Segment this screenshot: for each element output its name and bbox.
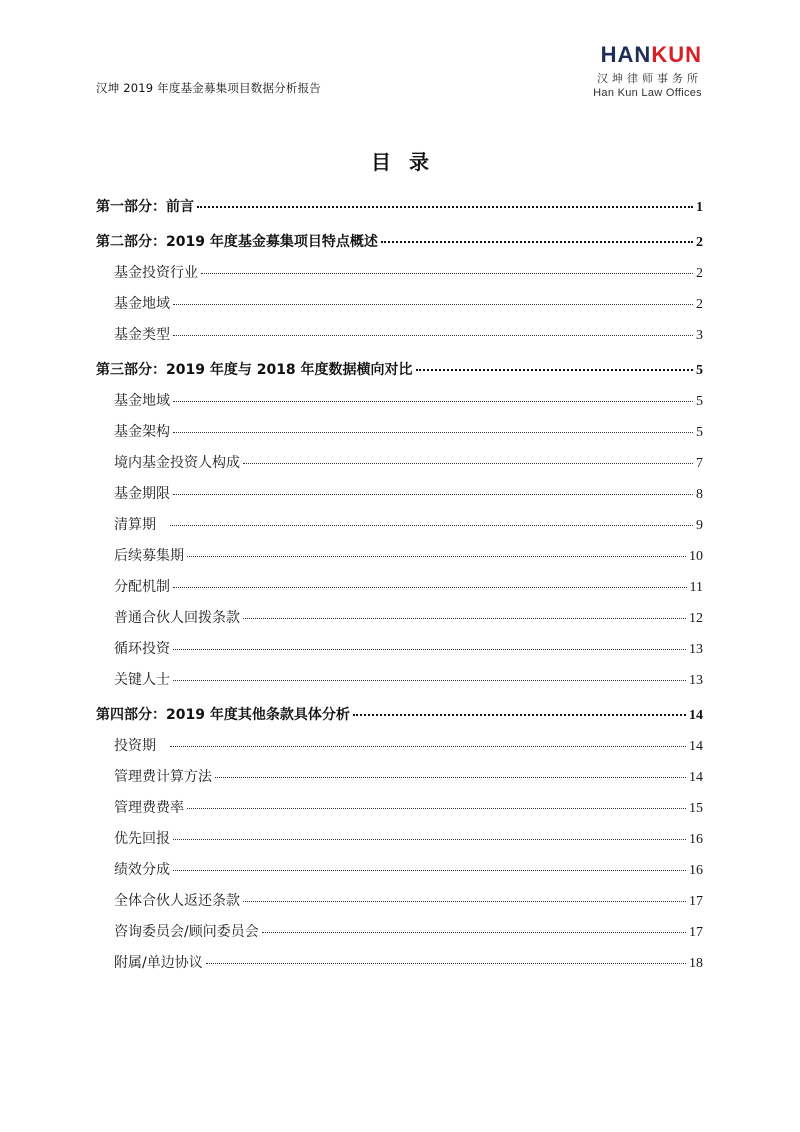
toc-leader-dots xyxy=(173,870,686,871)
toc-item[interactable] xyxy=(96,828,703,859)
toc-leader-dots xyxy=(353,714,686,716)
toc-entry-label: 第一部分：前言 xyxy=(96,199,194,215)
toc-item[interactable] xyxy=(96,514,703,545)
toc-page-number: 16 xyxy=(689,832,703,847)
toc-entry-label: 境内基金投资人构成 xyxy=(114,455,240,471)
toc-leader-dots xyxy=(173,587,687,588)
toc-page-number: 18 xyxy=(689,956,703,971)
toc-part-1[interactable] xyxy=(96,196,703,227)
toc-leader-dots xyxy=(173,432,693,433)
toc-entry-label: 全体合伙人返还条款 xyxy=(114,893,240,909)
toc-item[interactable] xyxy=(96,797,703,828)
toc-page-number: 3 xyxy=(696,328,703,343)
toc-leader-dots xyxy=(173,649,686,650)
toc-entry-label: 管理费计算方法 xyxy=(114,769,212,785)
toc-page-number: 5 xyxy=(696,394,703,409)
toc-entry-label: 分配机制 xyxy=(114,579,170,595)
toc-entry-label: 基金架构 xyxy=(114,424,170,440)
toc-part-3[interactable] xyxy=(96,359,703,390)
logo-english-name: Han Kun Law Offices xyxy=(593,87,702,99)
toc-leader-dots xyxy=(173,335,693,336)
toc-entry-label: 基金类型 xyxy=(114,327,170,343)
toc-leader-dots xyxy=(243,618,686,619)
toc-item[interactable] xyxy=(96,545,703,576)
toc-page-number: 17 xyxy=(689,925,703,940)
toc-page-number: 14 xyxy=(689,708,703,723)
toc-page-number: 16 xyxy=(689,863,703,878)
toc-leader-dots xyxy=(243,463,693,464)
toc-page-number: 17 xyxy=(689,894,703,909)
toc-leader-dots xyxy=(173,494,693,495)
toc-page-number: 12 xyxy=(689,611,703,626)
toc-entry-label: 后续募集期 xyxy=(114,548,184,564)
toc-leader-dots xyxy=(173,401,693,402)
toc-leader-dots xyxy=(170,525,693,526)
toc-item[interactable] xyxy=(96,859,703,890)
toc-page-number: 5 xyxy=(696,425,703,440)
logo-wordmark xyxy=(582,44,702,66)
toc-item[interactable] xyxy=(96,669,703,700)
toc-leader-dots xyxy=(262,932,686,933)
logo-chinese-name: 汉坤律师事务所 xyxy=(597,72,702,85)
toc-item[interactable] xyxy=(96,576,703,607)
toc-page-number: 13 xyxy=(689,673,703,688)
toc-item[interactable] xyxy=(96,324,703,355)
toc-leader-dots xyxy=(187,556,686,557)
toc-item[interactable] xyxy=(96,390,703,421)
toc-item[interactable] xyxy=(96,766,703,797)
toc-page-number: 2 xyxy=(696,297,703,312)
toc-leader-dots xyxy=(381,241,693,243)
toc-part-4[interactable] xyxy=(96,704,703,735)
toc-page-number: 2 xyxy=(696,235,703,250)
toc-leader-dots xyxy=(170,746,686,747)
toc-page-number: 7 xyxy=(696,456,703,471)
toc-entry-label: 管理费费率 xyxy=(114,800,184,816)
toc-entry-label: 清算期 xyxy=(114,517,156,533)
toc-item[interactable] xyxy=(96,921,703,952)
toc-entry-label: 第四部分：2019 年度其他条款具体分析 xyxy=(96,707,350,723)
table-of-contents xyxy=(96,196,703,983)
toc-entry-label: 基金投资行业 xyxy=(114,265,198,281)
toc-page-number: 8 xyxy=(696,487,703,502)
toc-entry-label: 优先回报 xyxy=(114,831,170,847)
toc-leader-dots xyxy=(201,273,693,274)
toc-leader-dots xyxy=(187,808,686,809)
toc-leader-dots xyxy=(173,680,686,681)
hankun-logo xyxy=(582,44,702,99)
toc-entry-label: 基金地域 xyxy=(114,296,170,312)
toc-item[interactable] xyxy=(96,638,703,669)
toc-item[interactable] xyxy=(96,452,703,483)
toc-leader-dots xyxy=(173,304,693,305)
toc-leader-dots xyxy=(243,901,686,902)
toc-page-number: 11 xyxy=(689,580,703,595)
toc-page-number: 10 xyxy=(689,549,703,564)
toc-heading: 目录 xyxy=(371,150,447,174)
toc-page-number: 15 xyxy=(689,801,703,816)
toc-entry-label: 基金期限 xyxy=(114,486,170,502)
toc-entry-label: 基金地域 xyxy=(114,393,170,409)
toc-entry-label: 咨询委员会/顾问委员会 xyxy=(114,924,259,940)
toc-page-number: 2 xyxy=(696,266,703,281)
toc-page-number: 1 xyxy=(696,200,703,215)
toc-entry-label: 投资期 xyxy=(114,738,156,754)
toc-page-number: 9 xyxy=(696,518,703,533)
logo-wordmark-han: HAN xyxy=(600,42,652,67)
toc-entry-label: 关键人士 xyxy=(114,672,170,688)
toc-page-number: 14 xyxy=(689,770,703,785)
toc-page-number: 14 xyxy=(689,739,703,754)
toc-item[interactable] xyxy=(96,293,703,324)
toc-item[interactable] xyxy=(96,262,703,293)
toc-item[interactable] xyxy=(96,890,703,921)
toc-entry-label: 普通合伙人回拨条款 xyxy=(114,610,240,626)
toc-leader-dots xyxy=(416,369,693,371)
toc-page-number: 13 xyxy=(689,642,703,657)
toc-leader-dots xyxy=(197,206,693,208)
logo-wordmark-kun: KUN xyxy=(651,42,702,67)
toc-entry-label: 循环投资 xyxy=(114,641,170,657)
document-header-title: 汉坤 2019 年度基金募集项目数据分析报告 xyxy=(96,81,321,95)
toc-item[interactable] xyxy=(96,607,703,638)
toc-entry-label: 附属/单边协议 xyxy=(114,955,203,971)
toc-item[interactable] xyxy=(96,421,703,452)
toc-leader-dots xyxy=(206,963,686,964)
toc-item[interactable] xyxy=(96,735,703,766)
toc-item[interactable] xyxy=(96,952,703,983)
toc-leader-dots xyxy=(215,777,686,778)
toc-part-2[interactable] xyxy=(96,231,703,262)
toc-entry-label: 绩效分成 xyxy=(114,862,170,878)
toc-item[interactable] xyxy=(96,483,703,514)
toc-entry-label: 第三部分：2019 年度与 2018 年度数据横向对比 xyxy=(96,362,413,378)
toc-page-number: 5 xyxy=(696,363,703,378)
toc-entry-label: 第二部分：2019 年度基金募集项目特点概述 xyxy=(96,234,378,250)
toc-leader-dots xyxy=(173,839,686,840)
